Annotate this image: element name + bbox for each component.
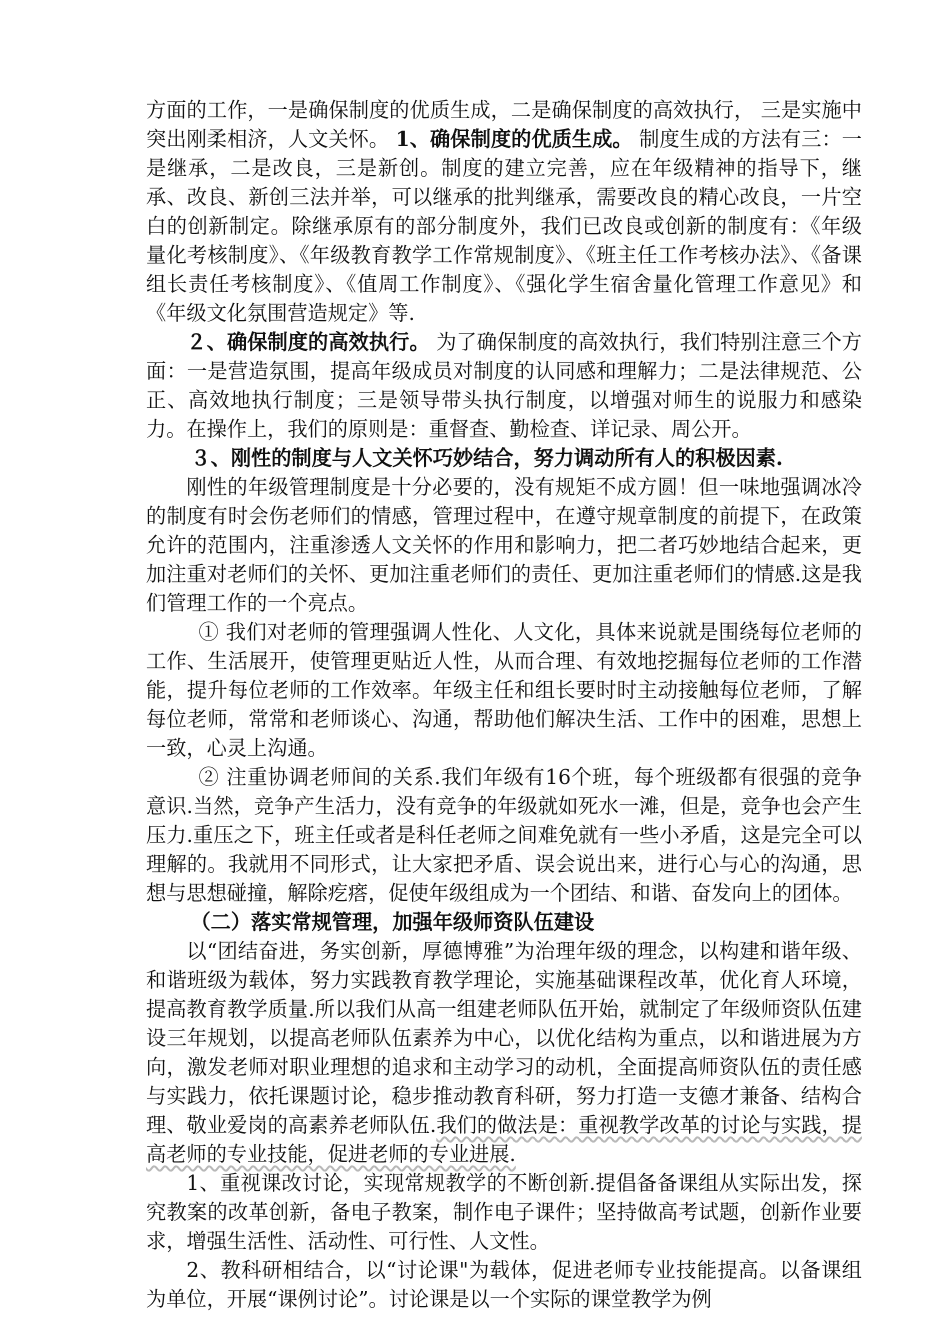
- underlined-text: 我们的做法是：重视教学改革的讨论与实践，提高老师的专业技能，促进老师的专业进展.: [146, 1113, 862, 1166]
- paragraph-text: 制度生成的方法有三：一是继承，二是改良，三是新创。制度的建立完善，应在年级精神的指导下，继承、改良、新创三法并举，可以继承的批判继承，需要改良的精心改良，一片空白的创新制定。除继承原有的部分制度外，我们已改良或创新的制度有：《年级量化考核制度》、《年级教育教学工作常规制度》、《班主任工作考核办法》、《备课组长责任考核制度》、《值周工作制度》、《强化学生宿舍量化管理工作意见》和《年级文化氛围营造规定》等.: [146, 127, 862, 325]
- paragraph-point-one: ① 我们对老师的管理强调人性化、人文化，具体来说就是围绕每位老师的工作、生活展开，使管理更贴近人性，从而合理、有效地挖掘每位老师的工作潜能，提升每位老师的工作效率。年级主任和组长要时时主动接触每位老师，了解每位老师，常常和老师谈心、沟通，帮助他们解决生活、工作中的困难，思想上一致，心灵上沟通。: [146, 620, 862, 760]
- subheading-quality-generation: 1、确保制度的优质生成。: [395, 127, 633, 151]
- paragraph-text: 为了确保制度的高效执行，我们特别注意三个方面：一是营造氛围，提高年级成员对制度的认同感和理解力；二是法律规范、公正、高效地执行制度；三是领导带头执行制度，以增强对师生的说服力和感染力。在操作上，我们的原则是：重督查、勤检查、详记录、周公开。: [146, 330, 862, 441]
- section-heading-routine-management: （二）落实常规管理，加强年级师资队伍建设: [190, 910, 595, 934]
- subheading-efficient-execution: ２、确保制度的高效执行。: [186, 330, 430, 354]
- paragraph-management-overview: [146, 96, 862, 328]
- paragraph-text: 以“团结奋进，务实创新，厚德博雅”为治理年级的理念，以构建和谐年级、和谐班级为载体，努力实践教育教学理论，实施基础课程改革，优化育人环境，提高教育教学质量.所以我们从高一组建老师队伍开始，就制定了年级师资队伍建设三年规划，以提高老师队伍素养为中心，以优化结构为重点，以和谐进展为方向，激发老师对职业理想的追求和主动学习的动机，全面提高师资队伍的责任感与实践力，依托课题讨论，稳步推动教育科研，努力打造一支德才兼备、结构合理、敬业爱岗的高素养老师队伍.: [146, 939, 862, 1137]
- paragraph-team-building: [146, 937, 862, 1169]
- paragraph-rigid-system: 刚性的年级管理制度是十分必要的，没有规矩不成方圆！但一味地强调冰冷的制度有时会伤老师们的情感，管理过程中，在遵守规章制度的前提下，在政策允许的范围内，注重渗透人文关怀的作用和影响力，把二者巧妙地结合起来，更加注重对老师们的关怀、更加注重老师们的责任、更加注重老师们的情感.这是我们管理工作的一个亮点。: [146, 475, 862, 615]
- document-page: [146, 96, 862, 1314]
- paragraph-efficient-execution: [146, 328, 862, 444]
- paragraph-curriculum-reform: 1、重视课改讨论，实现常规教学的不断创新.提倡备备课组从实际出发，探究教案的改革创新，备电子教案，制作电子课件；坚持做高考试题，创新作业要求，增强生活性、活动性、可行性、人文性。: [146, 1171, 862, 1253]
- paragraph-research-lessons: 2、教科研相结合，以“讨论课"为载体，促进老师专业技能提高。以备课组为单位，开展“课例讨论”。讨论课是以一个实际的课堂教学为例: [146, 1258, 862, 1311]
- paragraph-text: 方面的工作，一是确保制度的优质生成，二是确保制度的高效执行， 三是实施中突出刚柔相济，人文关怀。: [146, 98, 862, 151]
- subheading-rigid-and-humane: ３、刚性的制度与人文关怀巧妙结合，努力调动所有人的积极因素.: [190, 446, 783, 470]
- paragraph-point-two: ② 注重协调老师间的关系.我们年级有16个班，每个班级都有很强的竞争意识.当然，竞争产生活力，没有竞争的年级就如死水一滩，但是，竞争也会产生压力.重压之下，班主任或者是科任老师之间难免就有一些小矛盾，这是完全可以理解的。我就用不同形式，让大家把矛盾、误会说出来，进行心与心的沟通，思想与思想碰撞，解除疙瘩，促使年级组成为一个团结、和谐、奋发向上的团体。: [146, 765, 862, 905]
